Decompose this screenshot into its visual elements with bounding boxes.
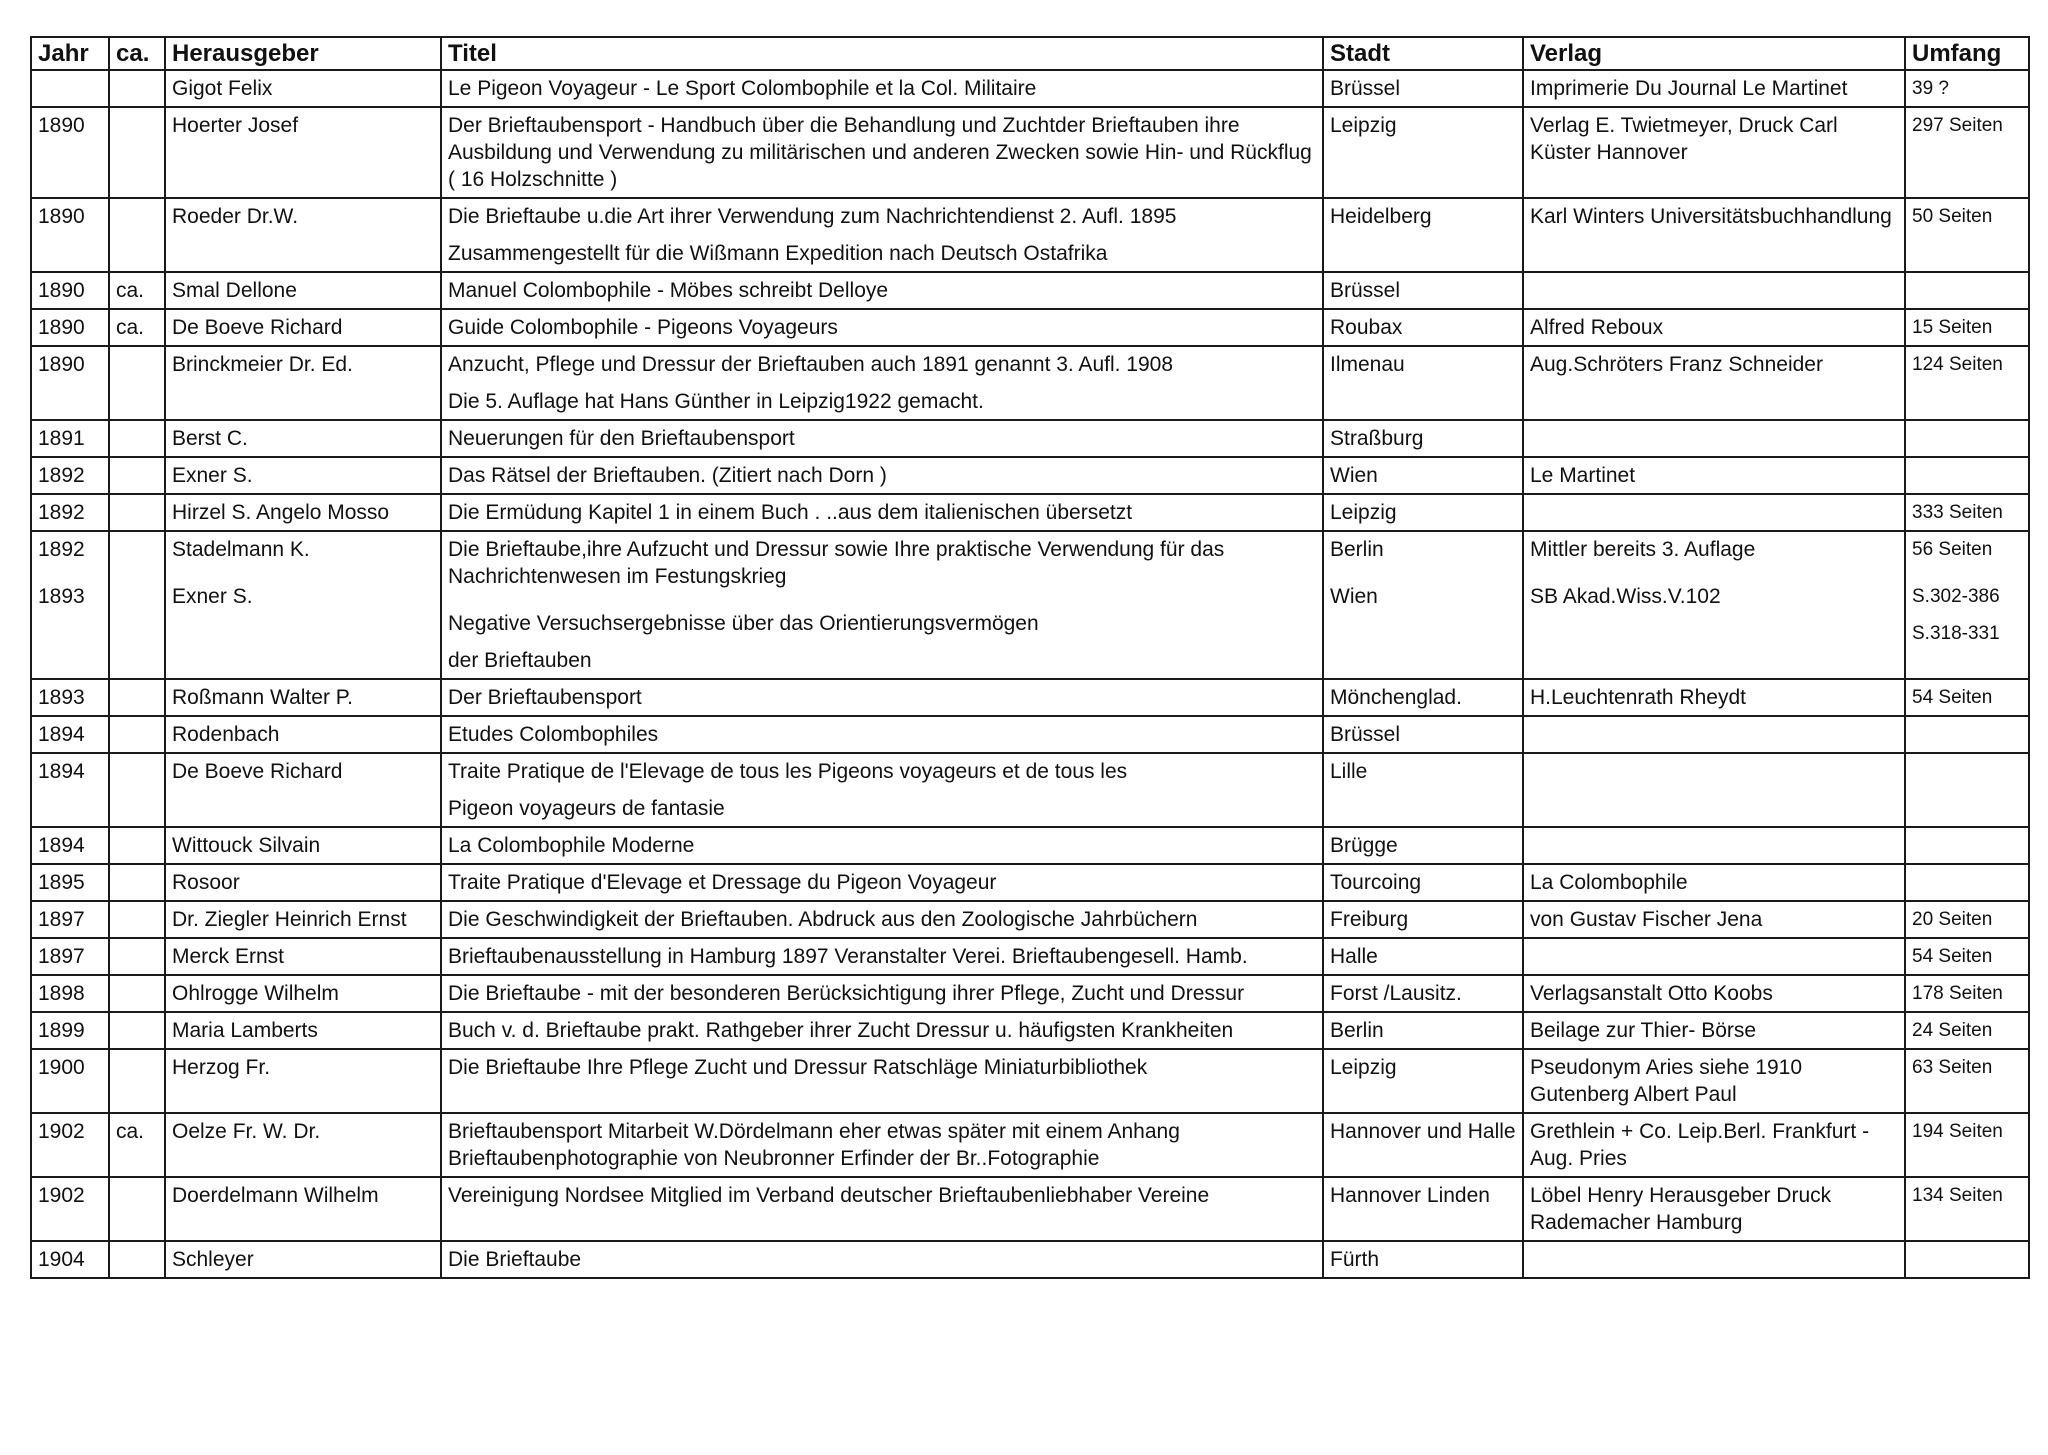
header-row xyxy=(31,37,2029,70)
cell-herausgeber: Oelze Fr. W. Dr. xyxy=(165,1113,441,1177)
spacer xyxy=(1912,610,2022,620)
cell-herausgeber: Exner S. xyxy=(165,457,441,494)
cell-stadt: Mönchenglad. xyxy=(1323,679,1523,716)
cell-herausgeber: Brinckmeier Dr. Ed. xyxy=(165,346,441,420)
cell-stadt: Ilmenau xyxy=(1323,346,1523,420)
cell-jahr: 1895 xyxy=(31,864,109,901)
cell-umfang xyxy=(1905,753,2029,827)
cell-titel-line: Die Brieftaube,ihre Aufzucht und Dressur sowie Ihre praktische Verwendung für das Nachrichtenwesen im Festungskrieg xyxy=(448,538,1225,588)
table-body xyxy=(31,70,2029,1278)
table-row xyxy=(31,346,2029,420)
cell-titel-line: Die 5. Auflage hat Hans Günther in Leipzig1922 gemacht. xyxy=(448,390,984,413)
cell-titel xyxy=(441,272,1323,309)
cell-stadt: Forst /Lausitz. xyxy=(1323,975,1523,1012)
cell-verlag xyxy=(1523,716,1905,753)
cell-titel-line: Die Ermüdung Kapitel 1 in einem Buch . ..aus dem italienischen übersetzt xyxy=(448,501,1133,524)
cell-ca xyxy=(109,107,165,198)
cell-stadt: Hannover Linden xyxy=(1323,1177,1523,1241)
cell-titel xyxy=(441,679,1323,716)
cell-herausgeber: Stadelmann K. Exner S. xyxy=(165,531,441,679)
cell-jahr: 1897 xyxy=(31,938,109,975)
table-row xyxy=(31,679,2029,716)
header-herausgeber: Herausgeber xyxy=(165,37,441,70)
cell-umfang: 54 Seiten xyxy=(1905,679,2029,716)
cell-verlag: Löbel Henry Herausgeber Druck Rademacher Hamburg xyxy=(1523,1177,1905,1241)
cell-umfang xyxy=(1905,864,2029,901)
cell-ca xyxy=(109,531,165,679)
cell-ca xyxy=(109,420,165,457)
cell-jahr: 1890 xyxy=(31,346,109,420)
cell-ca xyxy=(109,975,165,1012)
spacer xyxy=(448,590,1316,600)
table-row xyxy=(31,938,2029,975)
cell-verlag: Beilage zur Thier- Börse xyxy=(1523,1012,1905,1049)
cell-stadt: Lille xyxy=(1323,753,1523,827)
cell-titel xyxy=(441,975,1323,1012)
cell-stadt: Straßburg xyxy=(1323,420,1523,457)
cell-stadt: Roubax xyxy=(1323,309,1523,346)
cell-umfang: 178 Seiten xyxy=(1905,975,2029,1012)
spacer xyxy=(1530,573,1898,583)
cell-jahr: 1894 xyxy=(31,716,109,753)
cell-verlag xyxy=(1523,938,1905,975)
cell-herausgeber: De Boeve Richard xyxy=(165,309,441,346)
cell-stadt: Wien xyxy=(1323,457,1523,494)
cell-verlag: Pseudonym Aries siehe 1910 Gutenberg Albert Paul xyxy=(1523,1049,1905,1113)
cell-verlag xyxy=(1523,1241,1905,1278)
cell-ca xyxy=(109,938,165,975)
spacer xyxy=(448,785,1316,795)
cell-umfang xyxy=(1905,457,2029,494)
cell-umfang: 124 Seiten xyxy=(1905,346,2029,420)
cell-umfang: 54 Seiten xyxy=(1905,938,2029,975)
table-row xyxy=(31,1113,2029,1177)
header-verlag: Verlag xyxy=(1523,37,1905,70)
cell-umfang: 39 ? xyxy=(1905,70,2029,107)
table-row xyxy=(31,531,2029,679)
cell-herausgeber: De Boeve Richard xyxy=(165,753,441,827)
cell-herausgeber: Hoerter Josef xyxy=(165,107,441,198)
cell-ca xyxy=(109,1012,165,1049)
spacer xyxy=(172,573,434,583)
header-umfang: Umfang xyxy=(1905,37,2029,70)
spacer xyxy=(448,600,1316,610)
cell-titel xyxy=(441,531,1323,679)
cell-verlag: Alfred Reboux xyxy=(1523,309,1905,346)
cell-umfang: 50 Seiten xyxy=(1905,198,2029,272)
cell-jahr: 1891 xyxy=(31,420,109,457)
cell-ca xyxy=(109,70,165,107)
cell-herausgeber: Herzog Fr. xyxy=(165,1049,441,1113)
cell-verlag: Karl Winters Universitätsbuchhandlung xyxy=(1523,198,1905,272)
cell-umfang xyxy=(1905,420,2029,457)
cell-jahr: 1890 xyxy=(31,309,109,346)
cell-jahr: 1894 xyxy=(31,827,109,864)
cell-jahr: 1894 xyxy=(31,753,109,827)
cell-titel-second: der Brieftauben xyxy=(448,649,592,672)
cell-verlag: von Gustav Fischer Jena xyxy=(1523,901,1905,938)
cell-verlag: Verlag E. Twietmeyer, Druck Carl Küster Hannover xyxy=(1523,107,1905,198)
cell-herausgeber: Gigot Felix xyxy=(165,70,441,107)
cell-stadt: Brüssel xyxy=(1323,272,1523,309)
table-row xyxy=(31,901,2029,938)
table-row xyxy=(31,107,2029,198)
spacer xyxy=(1530,563,1898,573)
cell-titel-line: La Colombophile Moderne xyxy=(448,834,695,857)
table-row xyxy=(31,975,2029,1012)
cell-verlag: H.Leuchtenrath Rheydt xyxy=(1523,679,1905,716)
cell-umfang: 134 Seiten xyxy=(1905,1177,2029,1241)
cell-stadt: Berlin Wien xyxy=(1323,531,1523,679)
cell-herausgeber: Roeder Dr.W. xyxy=(165,198,441,272)
cell-titel xyxy=(441,1012,1323,1049)
cell-titel-line: Guide Colombophile - Pigeons Voyageurs xyxy=(448,316,838,339)
cell-herausgeber: Roßmann Walter P. xyxy=(165,679,441,716)
table-row xyxy=(31,309,2029,346)
cell-umfang: 297 Seiten xyxy=(1905,107,2029,198)
cell-verlag xyxy=(1523,494,1905,531)
cell-jahr: 1899 xyxy=(31,1012,109,1049)
bibliography-sheet xyxy=(30,36,2028,1279)
header-stadt: Stadt xyxy=(1323,37,1523,70)
cell-herausgeber-second: Exner S. xyxy=(172,585,253,608)
cell-jahr: 1898 xyxy=(31,975,109,1012)
cell-herausgeber: Smal Dellone xyxy=(165,272,441,309)
spacer xyxy=(1912,563,2022,573)
cell-stadt: Leipzig xyxy=(1323,107,1523,198)
cell-verlag: Mittler bereits 3. Auflage SB Akad.Wiss.V.102 xyxy=(1523,531,1905,679)
cell-ca xyxy=(109,864,165,901)
cell-titel xyxy=(441,716,1323,753)
cell-titel xyxy=(441,346,1323,420)
cell-ca: ca. xyxy=(109,1113,165,1177)
table-row xyxy=(31,457,2029,494)
cell-stadt: Brüssel xyxy=(1323,70,1523,107)
cell-stadt: Hannover und Halle xyxy=(1323,1113,1523,1177)
cell-herausgeber: Maria Lamberts xyxy=(165,1012,441,1049)
cell-titel xyxy=(441,198,1323,272)
table-row xyxy=(31,716,2029,753)
cell-verlag: Verlagsanstalt Otto Koobs xyxy=(1523,975,1905,1012)
cell-stadt: Tourcoing xyxy=(1323,864,1523,901)
cell-titel-line: Neuerungen für den Brieftaubensport xyxy=(448,427,795,450)
cell-titel xyxy=(441,1177,1323,1241)
cell-herausgeber: Hirzel S. Angelo Mosso xyxy=(165,494,441,531)
cell-ca xyxy=(109,457,165,494)
table-row xyxy=(31,1241,2029,1278)
table-row xyxy=(31,1012,2029,1049)
table-row xyxy=(31,864,2029,901)
cell-herausgeber: Doerdelmann Wilhelm xyxy=(165,1177,441,1241)
table-row xyxy=(31,1049,2029,1113)
cell-umfang: 20 Seiten xyxy=(1905,901,2029,938)
cell-herausgeber: Rosoor xyxy=(165,864,441,901)
cell-verlag xyxy=(1523,827,1905,864)
cell-stadt: Brügge xyxy=(1323,827,1523,864)
cell-titel-line: Buch v. d. Brieftaube prakt. Rathgeber ihrer Zucht Dressur u. häufigsten Krankheiten xyxy=(448,1019,1234,1042)
cell-herausgeber: Merck Ernst xyxy=(165,938,441,975)
cell-jahr xyxy=(31,70,109,107)
cell-jahr: 1890 xyxy=(31,107,109,198)
cell-verlag: Aug.Schröters Franz Schneider xyxy=(1523,346,1905,420)
cell-titel xyxy=(441,494,1323,531)
cell-titel-second: Negative Versuchsergebnisse über das Orientierungsvermögen xyxy=(448,612,1039,635)
cell-stadt: Leipzig xyxy=(1323,1049,1523,1113)
cell-verlag: Grethlein + Co. Leip.Berl. Frankfurt - Aug. Pries xyxy=(1523,1113,1905,1177)
spacer xyxy=(1330,563,1516,573)
cell-titel-line: Brieftaubenausstellung in Hamburg 1897 Veranstalter Verei. Brieftaubengesell. Hamb. xyxy=(448,945,1248,968)
cell-umfang xyxy=(1905,1241,2029,1278)
cell-ca xyxy=(109,827,165,864)
cell-titel xyxy=(441,70,1323,107)
cell-titel-line: Brieftaubensport Mitarbeit W.Dördelmann eher etwas später mit einem Anhang Brieftaubenphotographie von Neubronner Erfinder der Br..Fotographie xyxy=(448,1120,1180,1170)
cell-titel-line: Die Brieftaube Ihre Pflege Zucht und Dressur Ratschläge Miniaturbibliothek xyxy=(448,1056,1148,1079)
cell-titel-line: Die Brieftaube - mit der besonderen Berücksichtigung ihrer Pflege, Zucht und Dressur xyxy=(448,982,1245,1005)
cell-jahr: 1890 xyxy=(31,198,109,272)
cell-umfang xyxy=(1905,716,2029,753)
cell-ca xyxy=(109,346,165,420)
cell-jahr: 1902 xyxy=(31,1177,109,1241)
cell-titel-line: Zusammengestellt für die Wißmann Expedition nach Deutsch Ostafrika xyxy=(448,242,1108,265)
cell-jahr-second: 1893 xyxy=(38,585,85,608)
cell-ca xyxy=(109,716,165,753)
cell-jahr: 1892 xyxy=(31,494,109,531)
table-row xyxy=(31,753,2029,827)
cell-umfang: 333 Seiten xyxy=(1905,494,2029,531)
spacer xyxy=(448,378,1316,388)
cell-verlag-second: SB Akad.Wiss.V.102 xyxy=(1530,585,1721,608)
cell-titel xyxy=(441,107,1323,198)
cell-herausgeber: Ohlrogge Wilhelm xyxy=(165,975,441,1012)
cell-titel xyxy=(441,309,1323,346)
cell-jahr: 1902 xyxy=(31,1113,109,1177)
cell-titel xyxy=(441,1049,1323,1113)
cell-umfang xyxy=(1905,272,2029,309)
cell-verlag xyxy=(1523,420,1905,457)
cell-titel-line: Traite Pratique de l'Elevage de tous les Pigeons voyageurs et de tous les xyxy=(448,760,1128,783)
cell-titel-line: Die Brieftaube u.die Art ihrer Verwendung zum Nachrichtendienst 2. Aufl. 1895 xyxy=(448,205,1177,228)
cell-umfang-second: S.302-386 xyxy=(1912,586,2000,607)
cell-jahr: 1897 xyxy=(31,901,109,938)
cell-titel xyxy=(441,901,1323,938)
cell-ca xyxy=(109,198,165,272)
cell-titel-line: Der Brieftaubensport - Handbuch über die Behandlung und Zuchtder Brieftauben ihre Ausbildung und Verwendung zu militärischen und anderen Zwecken sowie Hin- und Rückflug ( 16 Holzschnitte ) xyxy=(448,114,1312,191)
cell-titel-line: Manuel Colombophile - Möbes schreibt Delloye xyxy=(448,279,889,302)
cell-titel xyxy=(441,457,1323,494)
cell-titel-line: Etudes Colombophiles xyxy=(448,723,659,746)
cell-jahr: 1890 xyxy=(31,272,109,309)
table-row xyxy=(31,827,2029,864)
spacer xyxy=(38,563,102,573)
cell-jahr: 1904 xyxy=(31,1241,109,1278)
spacer xyxy=(1330,573,1516,583)
header-ca: ca. xyxy=(109,37,165,70)
cell-verlag: La Colombophile xyxy=(1523,864,1905,901)
header-titel: Titel xyxy=(441,37,1323,70)
cell-titel-line: Vereinigung Nordsee Mitglied im Verband deutscher Brieftaubenliebhaber Vereine xyxy=(448,1184,1210,1207)
cell-stadt: Leipzig xyxy=(1323,494,1523,531)
cell-ca: ca. xyxy=(109,309,165,346)
cell-titel-line: Pigeon voyageurs de fantasie xyxy=(448,797,725,820)
bibliography-table xyxy=(30,36,2030,1279)
cell-titel xyxy=(441,1113,1323,1177)
cell-stadt: Brüssel xyxy=(1323,716,1523,753)
cell-umfang: 63 Seiten xyxy=(1905,1049,2029,1113)
cell-jahr: 1893 xyxy=(31,679,109,716)
cell-herausgeber: Dr. Ziegler Heinrich Ernst xyxy=(165,901,441,938)
cell-verlag xyxy=(1523,753,1905,827)
cell-titel-line: Die Brieftaube xyxy=(448,1248,582,1271)
cell-ca: ca. xyxy=(109,272,165,309)
cell-ca xyxy=(109,753,165,827)
cell-umfang-second: S.318-331 xyxy=(1912,623,2000,644)
cell-umfang xyxy=(1905,827,2029,864)
cell-umfang: 56 Seiten S.302-386 S.318-331 xyxy=(1905,531,2029,679)
cell-verlag: Le Martinet xyxy=(1523,457,1905,494)
cell-titel-line: Der Brieftaubensport xyxy=(448,686,642,709)
cell-herausgeber: Berst C. xyxy=(165,420,441,457)
cell-ca xyxy=(109,1177,165,1241)
cell-titel-line: Traite Pratique d'Elevage et Dressage du Pigeon Voyageur xyxy=(448,871,997,894)
cell-ca xyxy=(109,679,165,716)
cell-herausgeber: Schleyer xyxy=(165,1241,441,1278)
table-row xyxy=(31,198,2029,272)
cell-stadt: Halle xyxy=(1323,938,1523,975)
spacer xyxy=(38,573,102,583)
cell-verlag xyxy=(1523,272,1905,309)
cell-ca xyxy=(109,1241,165,1278)
table-row xyxy=(31,494,2029,531)
table-row xyxy=(31,420,2029,457)
cell-titel-line: Das Rätsel der Brieftauben. (Zitiert nach Dorn ) xyxy=(448,464,887,487)
cell-stadt: Heidelberg xyxy=(1323,198,1523,272)
cell-ca xyxy=(109,1049,165,1113)
cell-verlag: Imprimerie Du Journal Le Martinet xyxy=(1523,70,1905,107)
cell-stadt: Fürth xyxy=(1323,1241,1523,1278)
spacer xyxy=(1912,573,2022,583)
cell-umfang: 194 Seiten xyxy=(1905,1113,2029,1177)
cell-jahr: 1892 xyxy=(31,457,109,494)
cell-ca xyxy=(109,901,165,938)
cell-jahr: 1900 xyxy=(31,1049,109,1113)
header-jahr: Jahr xyxy=(31,37,109,70)
spacer xyxy=(448,230,1316,240)
cell-titel xyxy=(441,753,1323,827)
cell-titel xyxy=(441,938,1323,975)
cell-umfang: 24 Seiten xyxy=(1905,1012,2029,1049)
cell-stadt: Freiburg xyxy=(1323,901,1523,938)
table-row xyxy=(31,70,2029,107)
cell-titel-line: Die Geschwindigkeit der Brieftauben. Abdruck aus den Zoologische Jahrbüchern xyxy=(448,908,1198,931)
cell-jahr: 1892 1893 xyxy=(31,531,109,679)
cell-titel xyxy=(441,864,1323,901)
cell-titel xyxy=(441,420,1323,457)
spacer xyxy=(448,637,1316,647)
cell-herausgeber: Wittouck Silvain xyxy=(165,827,441,864)
cell-umfang: 15 Seiten xyxy=(1905,309,2029,346)
cell-titel xyxy=(441,1241,1323,1278)
cell-ca xyxy=(109,494,165,531)
spacer xyxy=(172,563,434,573)
cell-herausgeber: Rodenbach xyxy=(165,716,441,753)
cell-titel-line: Le Pigeon Voyageur - Le Sport Colombophile et la Col. Militaire xyxy=(448,77,1037,100)
table-row xyxy=(31,272,2029,309)
cell-stadt-second: Wien xyxy=(1330,585,1378,608)
table-row xyxy=(31,1177,2029,1241)
cell-stadt: Berlin xyxy=(1323,1012,1523,1049)
cell-titel xyxy=(441,827,1323,864)
cell-titel-line: Anzucht, Pflege und Dressur der Brieftauben auch 1891 genannt 3. Aufl. 1908 xyxy=(448,353,1174,376)
